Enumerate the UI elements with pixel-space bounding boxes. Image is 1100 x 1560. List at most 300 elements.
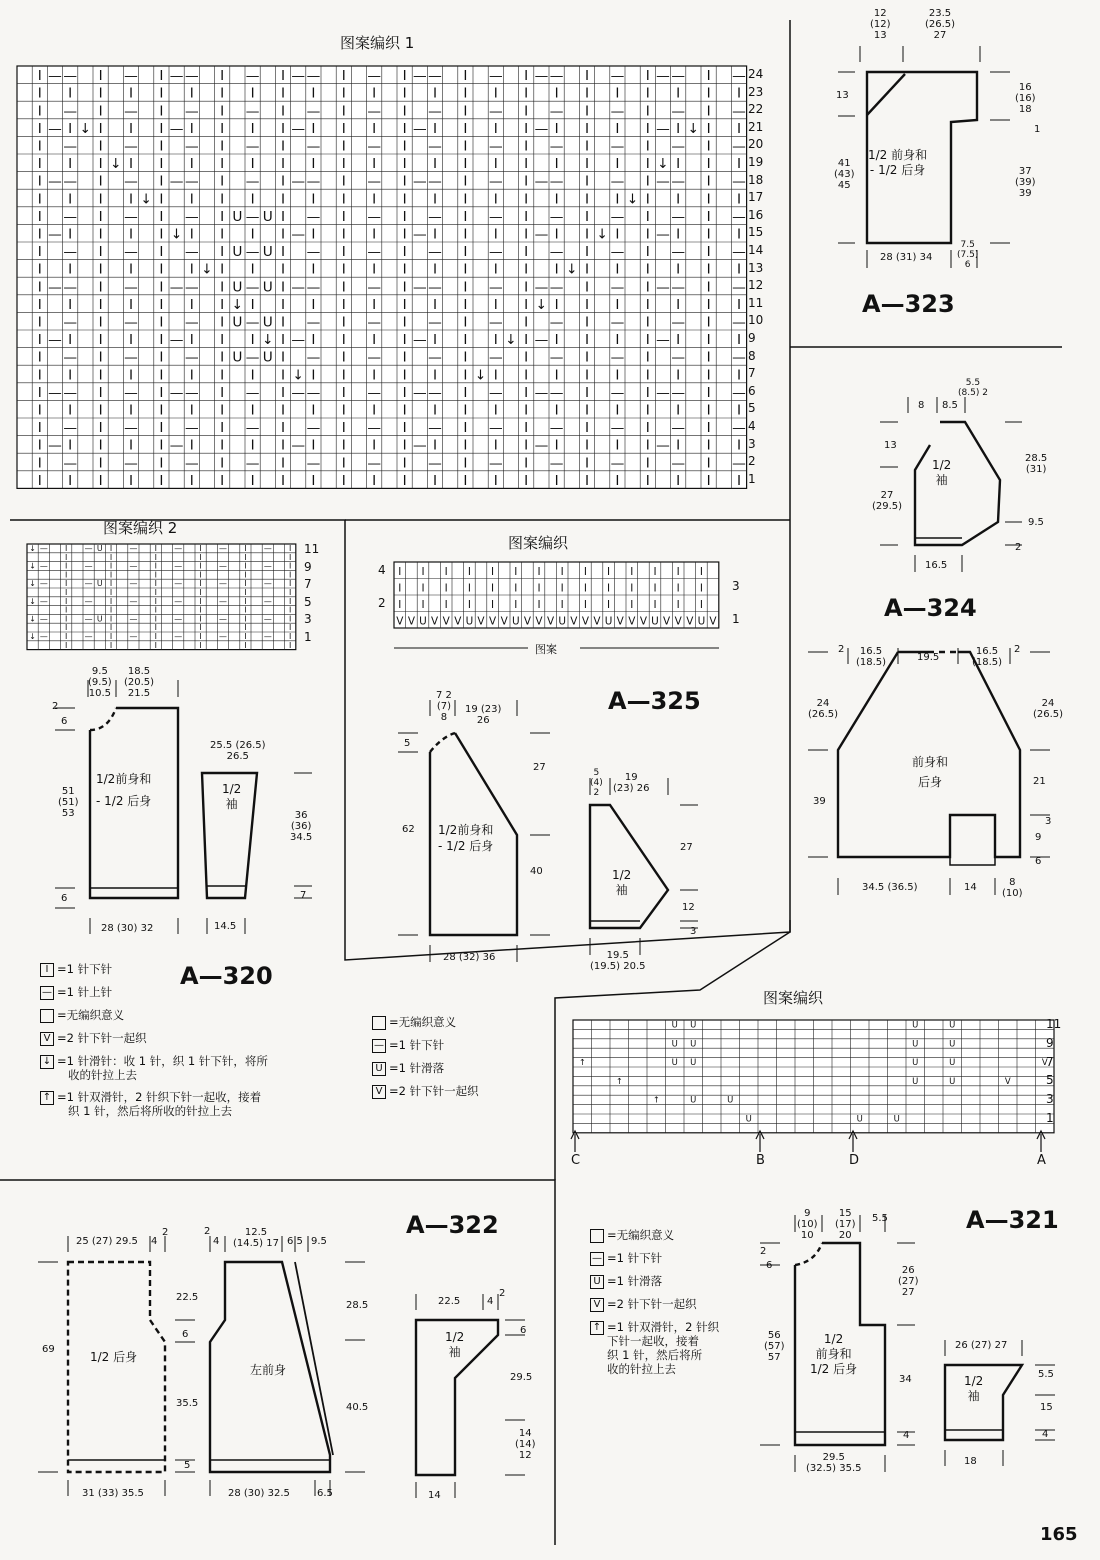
chart1-grid-stitch: — bbox=[412, 384, 427, 401]
chart2-grid-stitch: I bbox=[289, 640, 292, 650]
chart1-grid-stitch: I bbox=[159, 472, 164, 489]
a324-sleeve-bottom: 16.5 bbox=[925, 560, 948, 571]
chart1-grid-stitch: — bbox=[428, 349, 442, 366]
a323-dim-bottom: 28 (31) 34 bbox=[880, 252, 933, 263]
chart1-grid-stitch: I bbox=[706, 138, 711, 155]
chart1-grid-stitch: I bbox=[68, 226, 73, 243]
chart2-grid-stitch: I bbox=[289, 570, 292, 580]
chart1-grid-stitch: I bbox=[524, 85, 529, 102]
chart1-grid-stitch: — bbox=[245, 279, 260, 296]
chart1-row-number: 4 bbox=[748, 419, 756, 433]
a324-body-right3: 3 bbox=[1045, 816, 1052, 827]
chart4-grid-stitch: U bbox=[690, 1019, 697, 1030]
chart1-grid-stitch: I bbox=[645, 437, 650, 454]
chart2-grid-stitch: I bbox=[109, 552, 113, 562]
chart1-grid-stitch: — bbox=[428, 244, 442, 261]
chart1-grid-stitch: I bbox=[706, 420, 711, 437]
chart3-grid-stitch: I bbox=[583, 599, 587, 612]
chart3-grid-stitch: V bbox=[709, 615, 717, 628]
chart1-grid-stitch: I bbox=[98, 367, 103, 384]
chart1-grid-stitch: — bbox=[48, 332, 62, 349]
chart1-grid-stitch: I bbox=[645, 349, 650, 366]
chart1-grid-stitch: I bbox=[524, 226, 529, 243]
chart1-grid-stitch: I bbox=[524, 68, 529, 85]
chart1-grid-stitch: I bbox=[159, 437, 164, 454]
chart1-grid-stitch: — bbox=[732, 208, 746, 225]
legend-symbol-icon: U bbox=[590, 1275, 604, 1289]
a323-code: A—323 bbox=[862, 290, 955, 318]
legend-item bbox=[372, 1084, 552, 1099]
chart1-grid-stitch: U bbox=[262, 314, 273, 331]
chart1-grid-stitch: ↓ bbox=[687, 120, 700, 137]
a324-sleeve-top2: 8 bbox=[918, 400, 925, 411]
a320-dim-left1: 2 bbox=[52, 701, 59, 712]
chart1-grid-stitch: — bbox=[428, 173, 442, 190]
chart2-grid-stitch: I bbox=[199, 561, 202, 571]
legend-item bbox=[40, 1054, 340, 1082]
legend-item bbox=[372, 1015, 552, 1030]
chart1-grid-stitch: — bbox=[488, 314, 503, 331]
chart1-grid-stitch: I bbox=[280, 208, 286, 225]
chart1-grid-stitch: I bbox=[250, 402, 255, 419]
chart1-grid-stitch: I bbox=[98, 296, 103, 313]
a321-dim-right1: 26 (27) 27 bbox=[898, 1265, 919, 1298]
chart1-grid-stitch: I bbox=[37, 226, 42, 243]
chart1-grid-stitch: I bbox=[341, 296, 346, 313]
chart2-grid-stitch: — bbox=[263, 614, 272, 624]
chart2-grid-stitch: — bbox=[219, 596, 227, 606]
chart3-grid-stitch: U bbox=[419, 615, 427, 628]
chart1-grid-stitch: I bbox=[493, 402, 498, 419]
chart1-grid-stitch: I bbox=[159, 332, 164, 349]
chart2-grid-stitch: I bbox=[65, 544, 68, 554]
chart1-grid-stitch: I bbox=[220, 191, 225, 208]
chart2-grid-stitch: I bbox=[244, 561, 247, 571]
a322-front-label: 左前身 bbox=[250, 1363, 287, 1377]
chart1-grid-stitch: — bbox=[488, 68, 503, 85]
chart1-grid-stitch: I bbox=[524, 367, 529, 384]
chart4-grid bbox=[571, 1020, 1054, 1152]
chart3-grid-stitch: I bbox=[444, 566, 448, 579]
chart1-grid-stitch: I bbox=[584, 226, 590, 243]
a320-dim-left-main: 51 (51) 53 bbox=[58, 786, 79, 819]
chart1-grid-stitch: I bbox=[463, 244, 468, 261]
chart1-grid-stitch: — bbox=[610, 420, 625, 437]
chart1-grid-stitch: I bbox=[220, 244, 225, 261]
chart1-grid-stitch: — bbox=[367, 314, 382, 331]
chart1-row-number: 18 bbox=[748, 172, 764, 187]
chart1-grid-stitch: — bbox=[63, 208, 78, 225]
legend-symbol-icon: U bbox=[372, 1062, 386, 1076]
chart1-grid-stitch: I bbox=[68, 332, 73, 349]
chart1-grid-stitch: — bbox=[291, 332, 306, 349]
chart1-grid-stitch: I bbox=[220, 279, 225, 296]
a323-dim-left-main: 41 (43) 45 bbox=[834, 158, 855, 191]
chart1-grid-stitch: I bbox=[341, 402, 346, 419]
chart1-grid-stitch: I bbox=[402, 296, 407, 313]
chart1-grid-stitch: — bbox=[671, 384, 686, 401]
chart1-grid-stitch: — bbox=[656, 437, 670, 454]
chart1-grid-stitch: I bbox=[128, 402, 134, 419]
chart1-row-number: 22 bbox=[748, 102, 764, 117]
chart1-grid-stitch: I bbox=[189, 402, 194, 419]
chart1-grid-stitch: I bbox=[98, 472, 103, 489]
chart4-grid-stitch: U bbox=[671, 1057, 678, 1068]
chart1-grid-stitch: — bbox=[245, 103, 260, 120]
chart4-grid-stitch: U bbox=[949, 1057, 956, 1068]
chart1-grid-stitch: — bbox=[367, 384, 382, 401]
chart1-grid-stitch: I bbox=[37, 191, 42, 208]
chart1-grid-stitch: I bbox=[615, 120, 620, 137]
chart2-grid-stitch: I bbox=[109, 561, 113, 571]
chart1-grid-stitch: I bbox=[402, 191, 407, 208]
chart1-grid-stitch: I bbox=[676, 191, 681, 208]
chart3-grid-stitch: I bbox=[653, 566, 657, 579]
chart1-grid-stitch: I bbox=[98, 68, 103, 85]
chart1-grid-stitch: I bbox=[128, 472, 134, 489]
legend-symbol-icon: — bbox=[592, 1253, 602, 1264]
chart1-grid-stitch: — bbox=[671, 455, 686, 472]
a322-sleeve-top3: 2 bbox=[499, 1288, 506, 1299]
chart1-grid-stitch: I bbox=[615, 226, 620, 243]
chart2-grid-stitch: I bbox=[199, 596, 202, 606]
a322-back-top: 25 (27) 29.5 bbox=[76, 1236, 138, 1247]
a320-dim-left-bottom: 6 bbox=[61, 893, 68, 904]
a322-sleeve-right3: 14 (14) 12 bbox=[515, 1428, 536, 1461]
legend-item bbox=[590, 1251, 760, 1266]
chart1-grid-stitch: — bbox=[306, 420, 321, 437]
a321-dim-bottom: 29.5 (32.5) 35.5 bbox=[806, 1452, 862, 1474]
chart3-grid-stitch: I bbox=[398, 582, 402, 595]
a325-sleeve-outline bbox=[590, 805, 668, 928]
chart2-grid-stitch: I bbox=[65, 570, 68, 580]
chart2-grid-stitch: I bbox=[199, 588, 202, 598]
chart1-grid-stitch: — bbox=[656, 226, 670, 243]
a323-dim-right-mark: 1 bbox=[1034, 124, 1041, 135]
chart1-grid-stitch: — bbox=[732, 349, 746, 366]
chart1-grid-stitch: — bbox=[306, 384, 321, 401]
chart1-grid-stitch: I bbox=[98, 173, 103, 190]
chart1-grid-stitch: I bbox=[159, 244, 164, 261]
chart4-marker-label: A bbox=[1037, 1153, 1046, 1168]
chart1-grid-stitch: I bbox=[68, 367, 73, 384]
chart1-grid-stitch: — bbox=[610, 384, 625, 401]
legend-text: =2 针下针一起织 bbox=[607, 1297, 697, 1311]
a324-body-top-left: 16.5 (18.5) bbox=[856, 646, 887, 668]
chart1-grid-stitch: — bbox=[671, 138, 686, 155]
a320-dim-top2: 18.5 (20.5) 21.5 bbox=[124, 666, 155, 699]
chart1-grid-stitch: I bbox=[706, 455, 711, 472]
legend-text: =1 针双滑针，2 针织下针一起收，接着 织 1 针，然后将所收的针拉上去 bbox=[57, 1090, 262, 1118]
chart3-grid-stitch: I bbox=[560, 566, 564, 579]
chart3-grid-stitch: I bbox=[560, 599, 564, 612]
chart1-grid-stitch: — bbox=[169, 279, 184, 296]
chart1-grid-stitch: — bbox=[610, 244, 625, 261]
chart2-row-number: 5 bbox=[304, 594, 312, 609]
chart2-grid-stitch: I bbox=[154, 614, 157, 624]
chart1-grid-stitch: I bbox=[159, 156, 164, 173]
chart2-grid-stitch: — bbox=[174, 544, 183, 554]
chart1-grid-stitch: I bbox=[68, 472, 73, 489]
chart1-grid-stitch: I bbox=[645, 332, 650, 349]
chart1-grid-stitch: I bbox=[128, 261, 134, 278]
chart1-grid-stitch: I bbox=[554, 296, 559, 313]
chart1-grid-stitch: ↓ bbox=[566, 261, 578, 278]
chart1-grid-stitch: I bbox=[402, 156, 407, 173]
chart3-grid-stitch: U bbox=[558, 615, 567, 628]
chart1-grid-stitch: I bbox=[463, 472, 468, 489]
chart1-grid-stitch: — bbox=[412, 226, 427, 243]
chart1-grid-stitch: I bbox=[37, 455, 42, 472]
chart1-grid-stitch: I bbox=[736, 402, 742, 419]
chart1-grid-stitch: I bbox=[220, 437, 225, 454]
chart1-grid-stitch: I bbox=[311, 402, 316, 419]
chart1-grid-stitch: I bbox=[645, 138, 650, 155]
chart1-grid-stitch: I bbox=[220, 156, 225, 173]
chart2-grid-stitch: — bbox=[219, 561, 227, 571]
chart1-grid-stitch: I bbox=[37, 402, 42, 419]
a325-sleeve-bottom: 19.5 (19.5) 20.5 bbox=[590, 950, 646, 972]
chart1-grid-stitch: I bbox=[372, 85, 377, 102]
a320-sleeve-right: 36 (36) 34.5 bbox=[290, 810, 313, 843]
chart2-grid-stitch: I bbox=[289, 544, 292, 554]
legend-item bbox=[590, 1297, 760, 1312]
chart2-grid-stitch: I bbox=[65, 596, 68, 606]
chart3-grid-stitch: I bbox=[699, 599, 703, 612]
a324-code: A—324 bbox=[884, 594, 977, 622]
chart1-grid-stitch: I bbox=[524, 279, 529, 296]
chart1-grid-stitch: I bbox=[311, 437, 316, 454]
chart1-grid-stitch: I bbox=[706, 314, 711, 331]
chart1-grid-stitch: — bbox=[184, 384, 199, 401]
chart1-grid-stitch: I bbox=[37, 437, 42, 454]
chart1-grid-stitch: — bbox=[63, 138, 78, 155]
chart1-grid-stitch: — bbox=[48, 173, 62, 190]
chart2-grid-stitch: — bbox=[39, 632, 48, 642]
chart1-grid-stitch: — bbox=[610, 349, 625, 366]
chart4-row-number: 5 bbox=[1046, 1073, 1054, 1088]
chart1-grid-stitch: I bbox=[220, 226, 225, 243]
chart1-grid-stitch: — bbox=[534, 120, 549, 137]
chart2-row-number: 3 bbox=[304, 612, 312, 627]
chart2-grid-stitch: — bbox=[263, 561, 272, 571]
chart2-grid-stitch: I bbox=[199, 614, 202, 624]
chart1-grid-stitch: I bbox=[736, 472, 742, 489]
chart1-grid-stitch: I bbox=[402, 208, 407, 225]
chart4-grid-stitch: V bbox=[1041, 1057, 1048, 1068]
chart1-grid-stitch: — bbox=[732, 103, 746, 120]
legend-symbol-icon: ↑ bbox=[40, 1091, 54, 1105]
chart1-grid-stitch: I bbox=[402, 420, 407, 437]
chart2-grid-stitch: I bbox=[109, 596, 113, 606]
a321-sleeve-outline bbox=[945, 1365, 1022, 1440]
chart1-grid-stitch: — bbox=[732, 455, 746, 472]
chart1-grid-stitch: I bbox=[463, 156, 468, 173]
chart1-grid-stitch: I bbox=[280, 332, 286, 349]
chart2-grid-stitch: I bbox=[109, 623, 113, 633]
chart1-grid-stitch: — bbox=[534, 279, 549, 296]
chart1-row-number: 1 bbox=[748, 471, 756, 486]
a325-dim-top2: 19 (23) 26 bbox=[465, 704, 502, 726]
chart1-grid-stitch: I bbox=[493, 156, 498, 173]
chart1-grid-stitch: I bbox=[706, 191, 711, 208]
chart1-grid-stitch: I bbox=[220, 314, 225, 331]
chart1-grid-stitch: I bbox=[402, 402, 407, 419]
chart1-grid-stitch: I bbox=[615, 402, 620, 419]
chart3-grid-stitch: V bbox=[686, 615, 694, 628]
chart1-grid-stitch: I bbox=[372, 191, 377, 208]
chart1-grid-stitch: I bbox=[98, 437, 103, 454]
chart1-grid-stitch: I bbox=[98, 349, 103, 366]
chart1-grid-stitch: I bbox=[645, 120, 650, 137]
chart1-grid-stitch: U bbox=[232, 244, 243, 261]
a323-dim-top-right: 23.5 (26.5) 27 bbox=[925, 8, 956, 41]
chart1-grid-stitch: I bbox=[584, 296, 590, 313]
a324-body-label: 前身和 后身 bbox=[912, 755, 949, 789]
chart1-grid-stitch: I bbox=[584, 103, 590, 120]
chart1-grid-stitch: I bbox=[128, 191, 134, 208]
chart1-grid-stitch: — bbox=[671, 173, 686, 190]
chart1-grid-stitch: I bbox=[402, 437, 407, 454]
chart1-grid-stitch: I bbox=[159, 191, 164, 208]
legend-text: =1 针滑针：收 1 针，织 1 针下针，将所 收的针拉上去 bbox=[57, 1054, 268, 1082]
a325-neck-curve bbox=[430, 733, 455, 752]
chart1-grid-stitch: I bbox=[554, 120, 559, 137]
a324-body-left1: 24 (26.5) bbox=[808, 698, 839, 720]
chart1-grid-stitch: I bbox=[463, 120, 468, 137]
chart2-grid-stitch: I bbox=[289, 588, 292, 598]
chart1-row-number: 20 bbox=[748, 137, 764, 152]
chart1-row-number: 16 bbox=[748, 207, 764, 222]
chart1-grid-stitch: I bbox=[128, 437, 134, 454]
chart2-grid-stitch: — bbox=[84, 632, 93, 642]
chart2-grid-stitch: I bbox=[65, 640, 68, 650]
chart1-grid-stitch: — bbox=[671, 103, 686, 120]
a321-sleeve-right3: 4 bbox=[1042, 1429, 1049, 1440]
chart1-grid-stitch: I bbox=[98, 208, 103, 225]
chart1-grid-stitch: I bbox=[159, 138, 164, 155]
chart1-grid-stitch: — bbox=[184, 349, 199, 366]
chart1-grid-stitch: I bbox=[128, 332, 134, 349]
chart2-grid-stitch: I bbox=[154, 579, 157, 589]
chart1-grid-stitch: I bbox=[736, 156, 742, 173]
a321-dim-top3: 5.5 bbox=[872, 1213, 888, 1224]
chart1-grid-stitch: — bbox=[245, 455, 260, 472]
a324-sleeve-right2: 9.5 bbox=[1028, 517, 1044, 528]
chart1-grid-stitch: — bbox=[124, 420, 138, 437]
chart2-grid-stitch: — bbox=[129, 614, 138, 624]
chart1-grid-stitch: I bbox=[615, 156, 620, 173]
legend-symbol-icon: V bbox=[40, 1032, 54, 1046]
a322-back-right3: 35.5 bbox=[176, 1398, 199, 1409]
chart1-grid-stitch: U bbox=[262, 244, 273, 261]
chart1-grid-stitch: I bbox=[432, 472, 438, 489]
chart1-grid-stitch: I bbox=[280, 173, 286, 190]
a325-sleeve-label: 1/2 袖 bbox=[612, 868, 632, 897]
a321-body-label: 1/2 前身和 1/2 后身 bbox=[810, 1332, 858, 1376]
chart1-grid-stitch: I bbox=[645, 85, 650, 102]
chart1-grid-stitch: — bbox=[488, 103, 503, 120]
chart1-grid-stitch: I bbox=[584, 420, 590, 437]
chart1-grid-stitch: — bbox=[732, 173, 746, 190]
legend-symbol-icon bbox=[372, 1016, 386, 1030]
a323-piece-label: 1/2 前身和 - 1/2 后身 bbox=[868, 148, 928, 177]
chart1-grid-stitch: I bbox=[736, 296, 742, 313]
chart4-grid-stitch: U bbox=[912, 1038, 919, 1049]
chart1-grid-stitch: I bbox=[250, 226, 255, 243]
chart1-grid-stitch: — bbox=[656, 279, 670, 296]
chart2-grid-stitch: I bbox=[65, 614, 68, 624]
chart1-grid-stitch: I bbox=[584, 173, 590, 190]
chart1-grid-stitch: I bbox=[98, 244, 103, 261]
chart1-grid-stitch: ↓ bbox=[505, 332, 517, 349]
a321-dim-top1: 9 (10) 10 bbox=[797, 1208, 818, 1241]
chart1-grid-stitch: — bbox=[63, 349, 78, 366]
chart1-grid-stitch: I bbox=[554, 402, 559, 419]
chart1-grid-stitch: I bbox=[432, 156, 438, 173]
chart1-grid-stitch: I bbox=[402, 68, 407, 85]
chart1-grid-stitch: I bbox=[524, 455, 529, 472]
chart1-grid-stitch: — bbox=[184, 314, 199, 331]
chart1-grid-stitch: — bbox=[610, 279, 625, 296]
chart1-grid-stitch: I bbox=[706, 402, 711, 419]
chart1-grid-stitch: — bbox=[124, 384, 138, 401]
chart1-grid-stitch: I bbox=[493, 191, 498, 208]
chart1-grid-stitch: I bbox=[159, 367, 164, 384]
legend-text: =2 针下针一起织 bbox=[389, 1084, 479, 1098]
chart1-grid-stitch: I bbox=[402, 279, 407, 296]
chart1-grid-stitch: I bbox=[706, 367, 711, 384]
chart4-grid-stitch: U bbox=[912, 1057, 919, 1068]
chart1-grid-stitch: I bbox=[220, 367, 225, 384]
chart1-grid-stitch: I bbox=[341, 244, 346, 261]
chart2-grid-stitch: I bbox=[289, 552, 292, 562]
chart1-grid-stitch: I bbox=[68, 261, 73, 278]
chart1-grid-stitch: — bbox=[534, 226, 549, 243]
a320-sleeve-label: 1/2 袖 bbox=[222, 782, 242, 811]
a321-dim-left-main: 56 (57) 57 bbox=[764, 1330, 785, 1363]
a321-dim-left1: 2 bbox=[760, 1246, 767, 1257]
chart1-grid-stitch: I bbox=[98, 138, 103, 155]
chart3-grid-stitch: I bbox=[491, 566, 495, 579]
chart1-grid-stitch: — bbox=[48, 68, 62, 85]
chart4-marker-label: B bbox=[756, 1153, 765, 1168]
chart3-grid-stitch: I bbox=[607, 599, 611, 612]
chart1-grid-stitch: — bbox=[184, 455, 199, 472]
chart1-grid-stitch: I bbox=[68, 402, 73, 419]
legend-text: =1 针下针 bbox=[57, 962, 113, 976]
chart1-grid-stitch: I bbox=[554, 191, 559, 208]
a322-back-right1: 22.5 bbox=[176, 1292, 199, 1303]
chart1-grid-stitch: I bbox=[463, 138, 468, 155]
chart1-grid-stitch: ↓ bbox=[201, 261, 213, 278]
chart1-grid-stitch: I bbox=[372, 472, 377, 489]
chart3-grid-stitch: I bbox=[583, 566, 587, 579]
chart1-grid-stitch: — bbox=[671, 208, 686, 225]
chart1-grid-stitch: — bbox=[732, 420, 746, 437]
chart1-grid-stitch: — bbox=[656, 120, 670, 137]
chart1-row-number: 21 bbox=[748, 119, 764, 134]
chart1-grid-stitch: I bbox=[37, 314, 42, 331]
chart1-grid-stitch: ↓ bbox=[626, 191, 639, 208]
chart2-grid-stitch: I bbox=[289, 632, 292, 642]
chart3-grid-stitch: I bbox=[491, 582, 495, 595]
chart1-grid-stitch: I bbox=[432, 296, 438, 313]
chart3-caption: 图案 bbox=[535, 643, 557, 656]
chart1-grid-stitch: I bbox=[37, 208, 42, 225]
chart1-grid-stitch: I bbox=[524, 314, 529, 331]
a322-front-top4: 6.5 bbox=[287, 1236, 303, 1247]
